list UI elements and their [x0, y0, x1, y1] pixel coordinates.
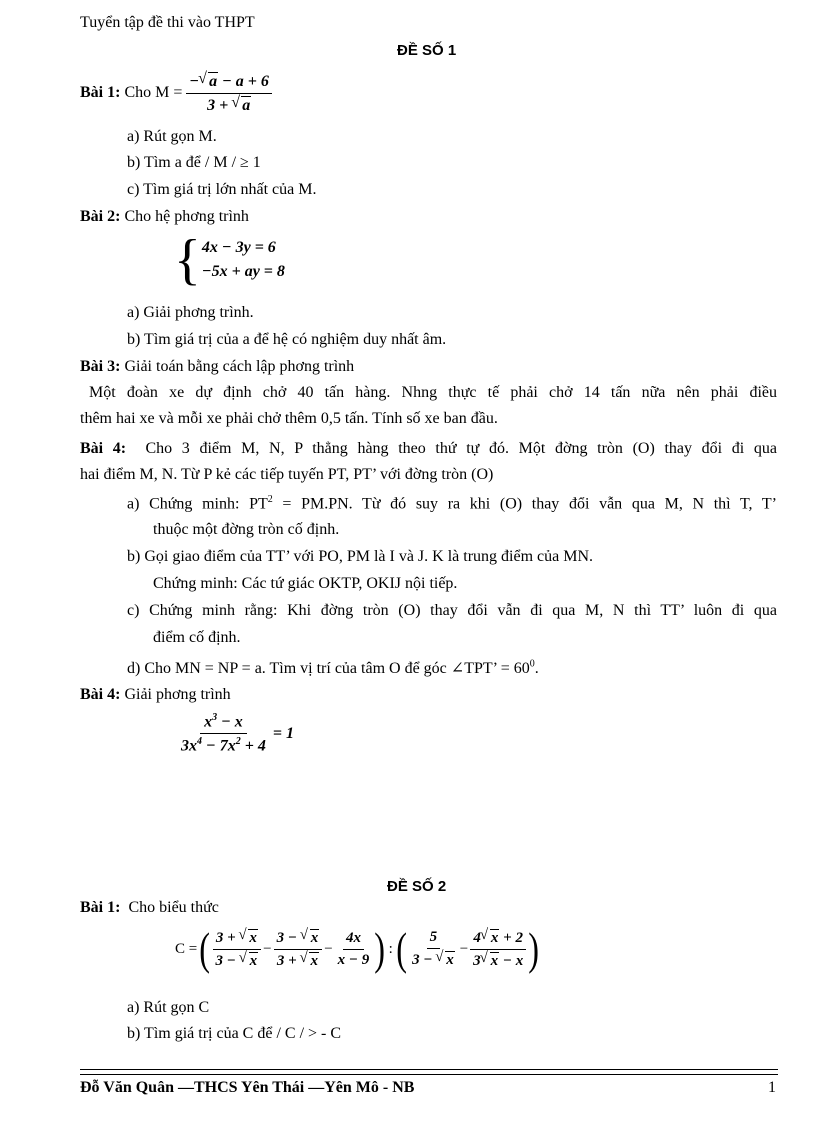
- page-number: 1: [768, 1079, 776, 1096]
- footer-rule: [80, 1069, 778, 1075]
- problem-2-label: Bài 2:: [80, 208, 121, 225]
- problem-1-c: c) Tìm giá trị lớn nhất của M.: [127, 181, 317, 198]
- problem-4-c: c) Chứng minh rằng: Khi đờng tròn (O) thay đổi vẫn đi qua M, N thì TT’ luôn đi qua: [127, 602, 777, 619]
- c-equals: C =: [175, 940, 198, 957]
- c-term-3: $\frac{4x}{x - 9}$: [337, 929, 370, 968]
- problem-4-b-cont: Chứng minh: Các tứ giác OKTP, OKIJ nội tiếp.: [153, 575, 458, 592]
- c-term-1: $\frac{3 + √ x}{3 - √ x}$: [213, 929, 262, 970]
- exam-1-heading: ĐỀ SỐ 1: [397, 42, 457, 59]
- c-expression: C = ( $\frac{3 + √ x}{3 - √ x}$ − $\frac{3 - √ x}{3 + √ x}$ − $\frac{4x}{x - 9}$ ) : ( $\frac{5}{3 - √ x}$ − $\frac{4√ x + 2}{3√ x - x}$ ): [175, 926, 542, 972]
- exam-2-problem-1-b: b) Tìm giá trị của C để / C / > - C: [127, 1025, 342, 1042]
- problem-3-intro: Giải toán bằng cách lập phơng trình: [124, 358, 355, 375]
- m-fraction: $\frac{-√ a - a + 6}{3 + √ a}$: [186, 72, 272, 115]
- problem-5: [80, 686, 231, 704]
- problem-5-intro: Giải phơng trình: [124, 686, 231, 703]
- exam-2-problem-1-a: a) Rút gọn C: [127, 999, 210, 1016]
- problem-4-b: b) Gọi giao điểm của TT’ với PO, PM là I và J. K là trung điểm của MN.: [127, 548, 594, 565]
- problem-3-line-1: Một đoàn xe dự định chở 40 tấn hàng. Nhng thực tế phải chở 14 tấn nữa nên phải điều: [89, 384, 777, 401]
- problem-5-label: Bài 4:: [80, 686, 121, 703]
- problem-3-line-2: thêm hai xe và mỗi xe phải chở thêm 0,5 tấn. Tính số xe ban đầu.: [80, 410, 498, 427]
- system-eq-1: 4x − 3y = 6: [201, 239, 276, 256]
- problem-4-d: d) Cho MN = NP = a. Tìm vị trí của tâm O để góc ∠TPT’ = $60^0$.: [127, 658, 539, 677]
- problem-3-label: Bài 3:: [80, 358, 121, 375]
- problem-4-a: a) Chứng minh: $PT^2 = PM.PN$. Từ đó suy ra khi (O) thay đổi vẫn qua M, N thì T, T’: [127, 494, 778, 513]
- exam-2-problem-1-label: Bài 1:: [80, 899, 121, 916]
- problem-4-line-2: hai điểm M, N. Từ P kẻ các tiếp tuyến PT, PT’ với đờng tròn (O): [80, 466, 494, 483]
- exam-2-problem-1: [80, 899, 219, 917]
- problem-1: [80, 68, 272, 118]
- problem-1-a: a) Rút gọn M.: [127, 128, 217, 145]
- exam-2-problem-1-intro: Cho biểu thức: [128, 899, 219, 916]
- system-brace: {: [174, 229, 201, 291]
- problem-2-a: a) Giải phơng trình.: [127, 304, 254, 321]
- problem-4-c-cont: điểm cố định.: [153, 629, 241, 646]
- problem-3: [80, 358, 354, 376]
- problem-1-label: Bài 1:: [80, 84, 121, 101]
- problem-4-label: Bài 4:: [80, 440, 127, 457]
- c-term-5: $\frac{4√ x + 2}{3√ x - x}$: [470, 929, 526, 970]
- exam-2-heading: ĐỀ SỐ 2: [387, 878, 447, 895]
- problem-4-line-1: Bài 4: Cho 3 điểm M, N, P thẳng hàng theo thứ tự đó. Một đờng tròn (O) thay đổi đi qua: [80, 440, 778, 457]
- equation-fraction: $\frac{x^3 - x}{3x^4 - 7x^2 + 4}$ = 1: [181, 712, 294, 755]
- c-term-4: $\frac{5}{3 - √ x}$: [409, 929, 458, 969]
- problem-1-intro: Cho M =: [124, 84, 183, 101]
- header-title: Tuyển tập đề thi vào THPT: [80, 14, 255, 31]
- equation-system: [174, 229, 285, 291]
- system-eq-2: −5x + ay = 8: [201, 263, 285, 280]
- angle-icon: ∠: [450, 660, 465, 677]
- problem-2-intro: Cho hệ phơng trình: [124, 208, 249, 225]
- c-term-2: $\frac{3 - √ x}{3 + √ x}$: [274, 929, 323, 970]
- equation-rhs: = 1: [272, 724, 294, 742]
- problem-4-a-cont: thuộc một đờng tròn cố định.: [153, 521, 340, 538]
- problem-2-b: b) Tìm giá trị của a để hệ có nghiệm duy nhất âm.: [127, 331, 447, 348]
- footer-author: Đỗ Văn Quân —THCS Yên Thái —Yên Mô - NB: [80, 1079, 415, 1096]
- problem-2: [80, 208, 249, 226]
- problem-1-b: b) Tìm a để / M / ≥ 1: [127, 154, 261, 171]
